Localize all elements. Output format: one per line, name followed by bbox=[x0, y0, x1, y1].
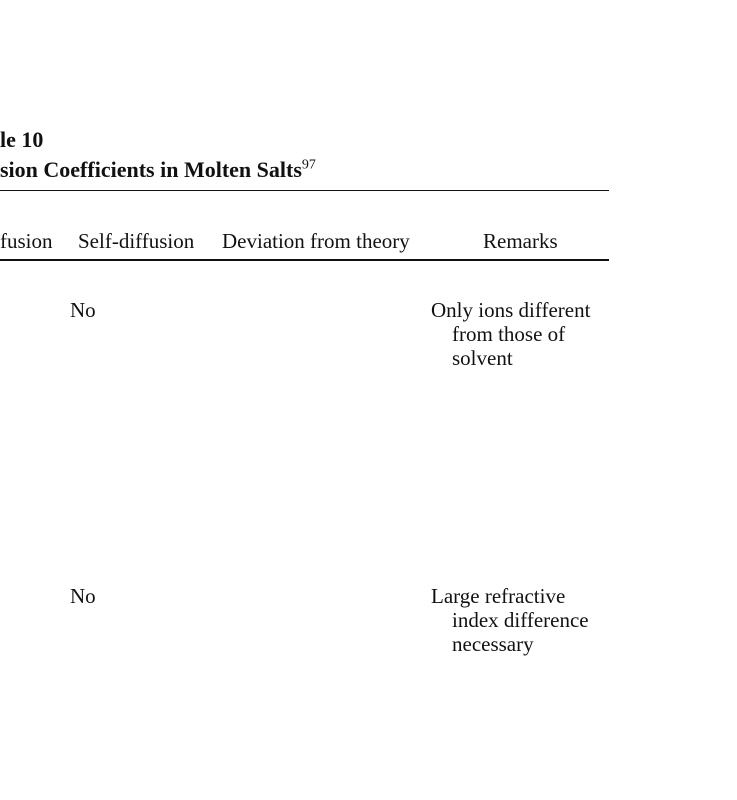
table-label: le 10 bbox=[0, 127, 44, 152]
table-caption-text: sion Coefficients in Molten Salts bbox=[0, 157, 302, 182]
cell-self-diffusion: No bbox=[70, 584, 96, 608]
remark-line: Large refractive bbox=[431, 584, 566, 608]
column-header-deviation: Deviation from theory bbox=[222, 229, 410, 253]
table-caption bbox=[0, 157, 316, 183]
remark-line: from those of bbox=[452, 322, 566, 346]
remark-line: solvent bbox=[452, 346, 513, 370]
table-caption-reference: 97 bbox=[301, 157, 316, 173]
column-header-remarks: Remarks bbox=[483, 229, 558, 253]
header-rule bbox=[0, 259, 609, 261]
remark-line: Only ions different bbox=[431, 298, 591, 322]
cell-self-diffusion: No bbox=[70, 298, 96, 322]
remark-line: index difference bbox=[452, 608, 589, 632]
cell-remarks bbox=[431, 298, 631, 370]
column-header-diffusion: fusion bbox=[0, 229, 53, 253]
column-header-self-diffusion: Self-diffusion bbox=[78, 229, 195, 253]
cell-remarks bbox=[431, 584, 631, 656]
remark-line: necessary bbox=[452, 632, 534, 656]
top-rule bbox=[0, 190, 609, 191]
